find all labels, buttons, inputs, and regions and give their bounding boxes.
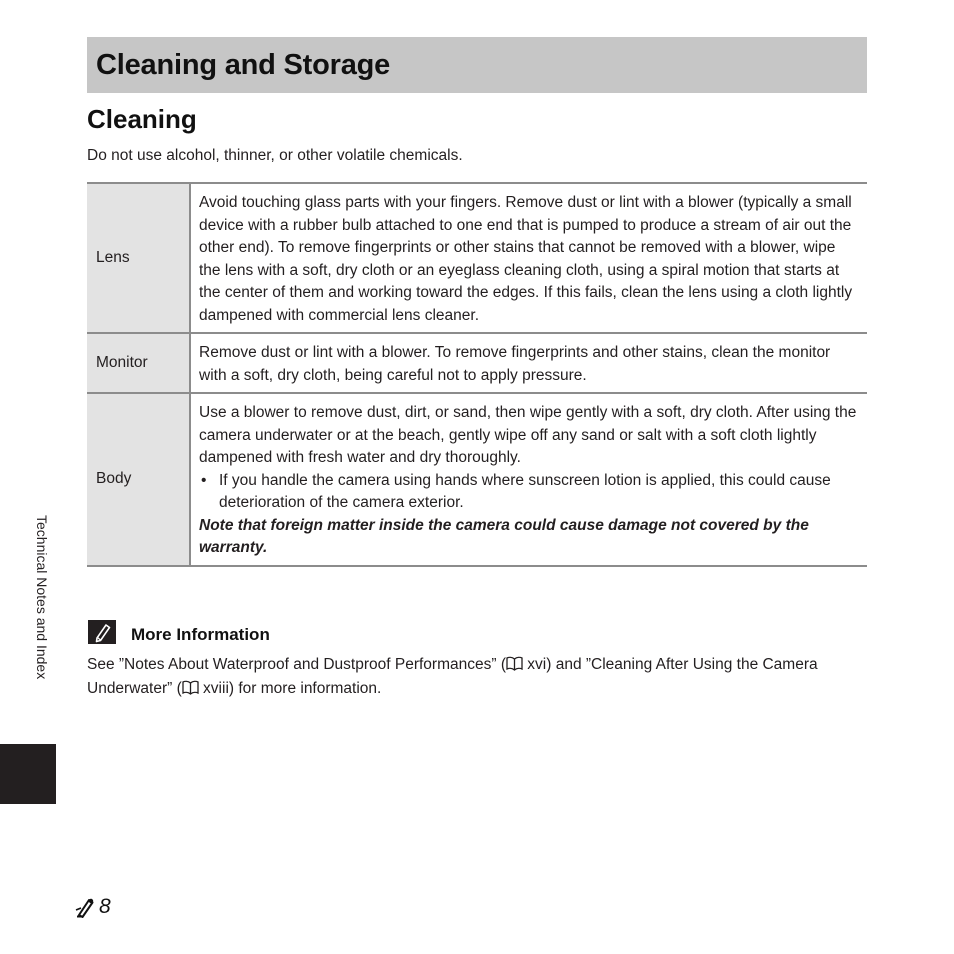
book-icon xyxy=(506,656,523,671)
section-heading: Cleaning xyxy=(87,104,197,134)
side-tab-marker xyxy=(0,744,56,804)
more-info-text xyxy=(87,653,877,701)
more-info-ref1: xvi) and ”Cleaning After Using the Camera Underwater” ( xyxy=(87,656,818,697)
table-row xyxy=(87,183,867,333)
more-info-ref2: xviii) for more information. xyxy=(198,680,382,697)
reference-icon xyxy=(74,895,98,919)
row-text: Avoid touching glass parts with your fingers. Remove dust or lint with a blower (typically a small device with a rubber bulb attached to one end that is pumped to produce a stream of air out the other end). To remove fingerprints or other stains that cannot be removed with a blower, wipe the lens with a soft, dry cloth or an eyeglass cleaning cloth, using a spiral motion that starts at the center of them and working toward the edges. If this fails, clean the lens using a cloth lightly dampened with commercial lens cleaner. xyxy=(199,194,853,324)
row-text: Remove dust or lint with a blower. To remove fingerprints and other stains, clean the monitor with a soft, dry cloth, being careful not to apply pressure. xyxy=(199,344,831,384)
intro-text: Do not use alcohol, thinner, or other volatile chemicals. xyxy=(87,147,463,164)
row-description xyxy=(190,393,867,566)
bullet-text: If you handle the camera using hands where sunscreen lotion is applied, this could cause deterioration of the camera exterior. xyxy=(219,471,831,511)
book-icon xyxy=(182,680,199,695)
warranty-warning: Note that foreign matter inside the camera could cause damage not covered by the warranty. xyxy=(199,516,809,556)
more-info-heading: More Information xyxy=(131,625,270,644)
title-bar xyxy=(87,37,867,93)
more-info-part1: See ”Notes About Waterproof and Dustproof Performances” ( xyxy=(87,656,506,673)
cleaning-table xyxy=(87,182,867,567)
row-description xyxy=(190,333,867,393)
row-label: Monitor xyxy=(87,333,190,393)
side-section-label xyxy=(30,515,50,735)
bullet-mark: • xyxy=(201,471,207,489)
row-label: Lens xyxy=(87,183,190,333)
pencil-note-icon xyxy=(88,620,116,644)
row-label: Body xyxy=(87,393,190,566)
row-description xyxy=(190,183,867,333)
row-text: Use a blower to remove dust, dirt, or sand, then wipe gently with a soft, dry cloth. After using the camera underwater or at the beach, gently wipe off any sand or salt with a soft cloth lightly dampened with fresh water and dry thoroughly. xyxy=(199,404,857,466)
side-label-text: Technical Notes and Index xyxy=(34,515,50,680)
page-number-text: 8 xyxy=(99,895,111,918)
page-title: Cleaning and Storage xyxy=(96,48,391,81)
bullet-item xyxy=(199,470,859,515)
page-number xyxy=(74,893,111,921)
table-row xyxy=(87,333,867,393)
table-row xyxy=(87,393,867,566)
